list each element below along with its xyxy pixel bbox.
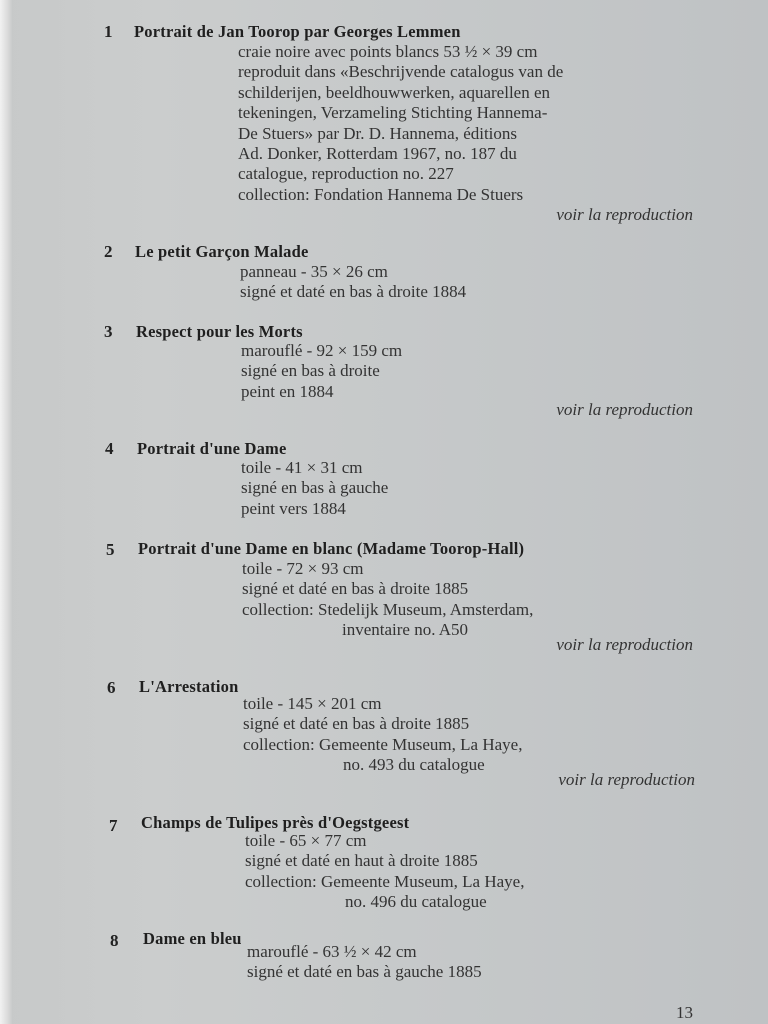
entry-title: Portrait d'une Dame (137, 439, 287, 458)
detail-line: signé et daté en bas à droite 1885 (243, 714, 470, 734)
detail-line: toile - 145 × 201 cm (243, 694, 382, 713)
detail-line: tekeningen, Verzameling Stichting Hannema- (238, 103, 548, 123)
entry-title: Portrait d'une Dame en blanc (Madame Toorop-Hall) (138, 539, 525, 558)
entry-title: Le petit Garçon Malade (135, 242, 309, 261)
entry-details (241, 458, 388, 519)
detail-line: toile - 41 × 31 cm (241, 458, 363, 477)
detail-line: toile - 72 × 93 cm (242, 559, 364, 578)
detail-line-indented: no. 496 du catalogue (345, 892, 487, 912)
entry-title: Champs de Tulipes près d'Oegstgeest (141, 813, 410, 832)
voir-reproduction-link[interactable]: voir la reproduction (556, 635, 693, 654)
detail-line: panneau - 35 × 26 cm (240, 262, 388, 281)
detail-line: Ad. Donker, Rotterdam 1967, no. 187 du (238, 144, 517, 164)
detail-line: De Stuers» par Dr. D. Hannema, éditions (238, 123, 518, 143)
page-number: 13 (676, 1003, 693, 1022)
entry-title: Dame en bleu (143, 929, 242, 948)
entry-number: 6 (107, 678, 116, 697)
detail-line: catalogue, reproduction no. 227 (238, 164, 454, 184)
entry-details (238, 42, 563, 205)
entry-details (245, 831, 524, 913)
entry-number: 5 (106, 540, 115, 559)
detail-line-indented: inventaire no. A50 (342, 620, 469, 640)
entry-details (247, 942, 482, 983)
entry-details (243, 694, 522, 776)
entry-details (241, 341, 402, 402)
detail-line: collection: Fondation Hannema De Stuers (238, 184, 524, 204)
detail-line-indented: no. 493 du catalogue (343, 755, 485, 775)
entry-number: 7 (109, 816, 118, 835)
detail-line: peint vers 1884 (241, 498, 346, 518)
detail-line: collection: Stedelijk Museum, Amsterdam, (242, 599, 534, 619)
entry-title: Respect pour les Morts (136, 322, 303, 341)
entry-number: 8 (110, 931, 119, 950)
detail-line: collection: Gemeente Museum, La Haye, (245, 871, 525, 891)
detail-line: signé et daté en bas à gauche 1885 (247, 962, 482, 982)
entry-number: 3 (104, 322, 113, 341)
voir-reproduction-link[interactable]: voir la reproduction (556, 400, 693, 419)
detail-line: toile - 65 × 77 cm (245, 831, 367, 850)
detail-line: reproduit dans «Beschrijvende catalogus van de (238, 62, 564, 82)
detail-line: signé en bas à droite (241, 361, 380, 381)
detail-line: craie noire avec points blancs 53 ½ × 39 cm (238, 42, 538, 61)
detail-line: marouflé - 92 × 159 cm (241, 341, 403, 360)
entry-details (240, 262, 466, 303)
detail-line: signé et daté en haut à droite 1885 (245, 851, 478, 871)
entry-title: Portrait de Jan Toorop par Georges Lemmen (134, 22, 461, 41)
detail-line: peint en 1884 (241, 381, 334, 401)
detail-line: signé et daté en bas à droite 1884 (240, 282, 467, 302)
entry-number: 1 (104, 22, 113, 41)
detail-line: signé et daté en bas à droite 1885 (242, 579, 469, 599)
detail-line: marouflé - 63 ½ × 42 cm (247, 942, 417, 961)
entry-number: 4 (105, 439, 114, 458)
entry-title: L'Arrestation (139, 677, 239, 696)
detail-line: collection: Gemeente Museum, La Haye, (243, 734, 523, 754)
page-edge (0, 0, 12, 1024)
entry-details (242, 559, 533, 641)
detail-line: signé en bas à gauche (241, 478, 389, 498)
voir-reproduction-link[interactable]: voir la reproduction (556, 205, 693, 224)
voir-reproduction-link[interactable]: voir la reproduction (558, 770, 695, 789)
entry-number: 2 (104, 242, 113, 261)
detail-line: schilderijen, beeldhouwwerken, aquarellen en (238, 82, 551, 102)
